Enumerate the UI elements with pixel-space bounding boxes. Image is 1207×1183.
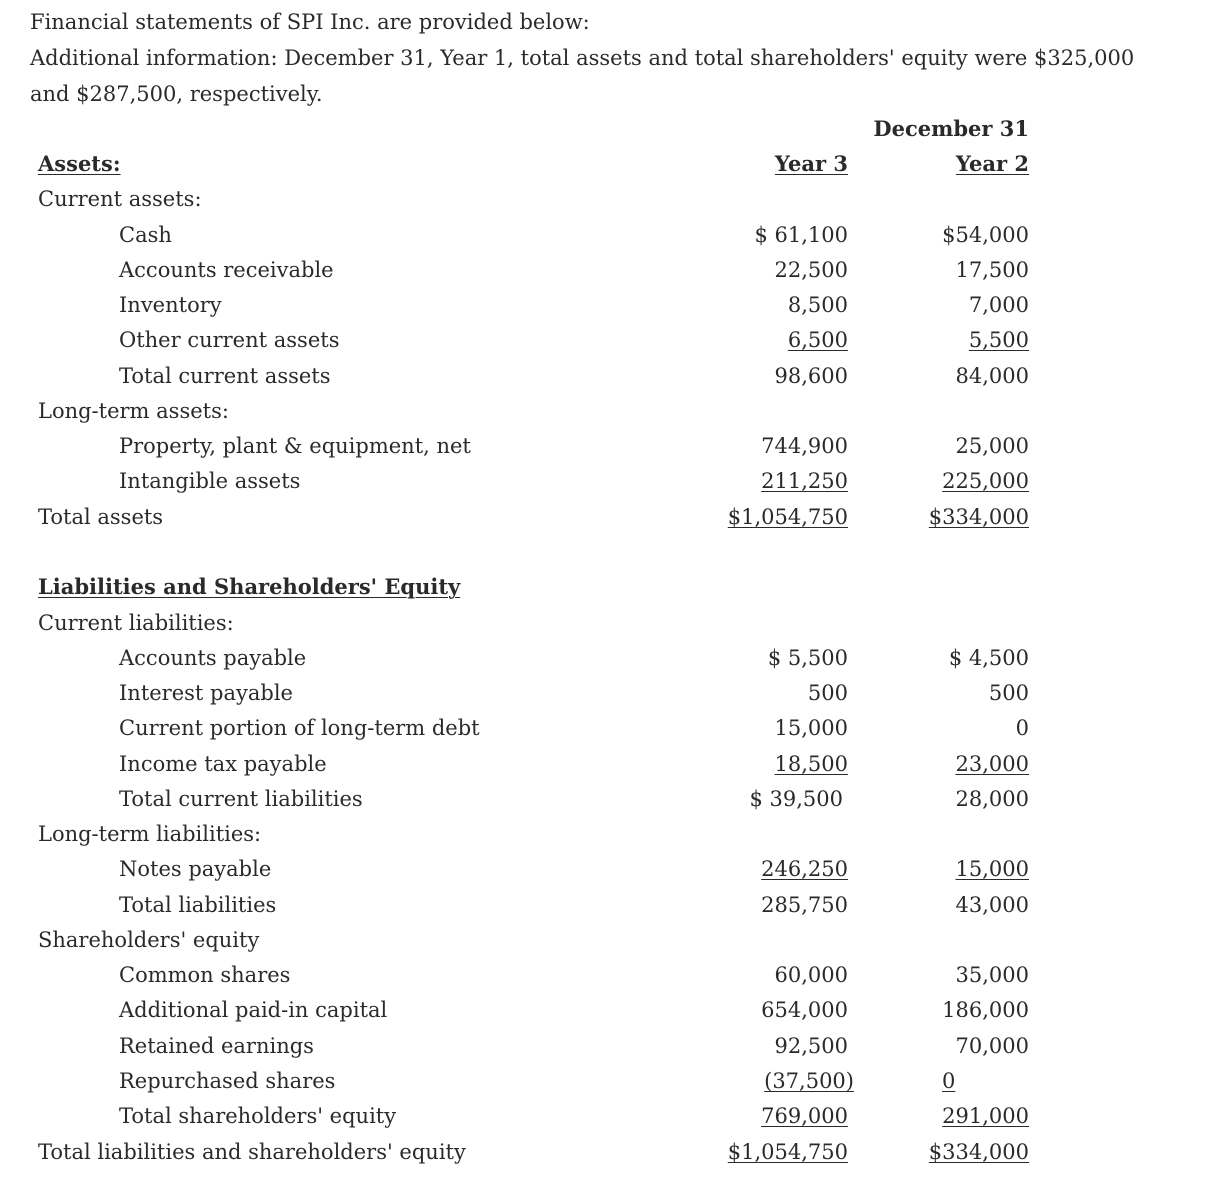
row-label: Total liabilities and shareholders' equity — [38, 1140, 466, 1164]
row-value-year2: 0 — [1015, 716, 1029, 740]
table-row — [0, 358, 1207, 394]
intro-line-2: Additional information: December 31, Year 1, total assets and total shareholders' equity were $325,000 — [30, 46, 1135, 70]
row-value-year3: 285,750 — [761, 893, 848, 917]
table-row — [0, 1063, 1207, 1099]
row-value-year2: 500 — [988, 681, 1029, 705]
row-value-year3: 769,000 — [761, 1104, 848, 1128]
longterm-liabilities-label: Long-term liabilities: — [38, 822, 262, 846]
period-header-row — [0, 111, 1207, 147]
row-label: Income tax payable — [119, 752, 327, 776]
row-value-year3: 500 — [807, 681, 848, 705]
row-value-year2: $54,000 — [942, 223, 1029, 247]
row-value-year2: 43,000 — [955, 893, 1029, 917]
row-label: Total current liabilities — [119, 787, 363, 811]
table-row — [0, 1028, 1207, 1064]
row-label: Property, plant & equipment, net — [119, 434, 471, 458]
row-label: Retained earnings — [119, 1034, 314, 1058]
row-value-year3: 60,000 — [774, 963, 848, 987]
row-value-year3: 92,500 — [774, 1034, 848, 1058]
equity-label: Shareholders' equity — [38, 928, 260, 952]
table-row — [0, 957, 1207, 993]
row-value-year3: 654,000 — [761, 998, 848, 1022]
row-value-year2: 186,000 — [942, 998, 1029, 1022]
table-row — [0, 781, 1207, 817]
row-value-year3: 98,600 — [774, 364, 848, 388]
table-row — [0, 851, 1207, 887]
table-row — [0, 640, 1207, 676]
table-row — [0, 322, 1207, 358]
table-row — [0, 428, 1207, 464]
table-row — [0, 217, 1207, 253]
row-value-year2: 70,000 — [955, 1034, 1029, 1058]
row-label: Inventory — [119, 293, 222, 317]
row-value-year2: 35,000 — [955, 963, 1029, 987]
row-value-year3: 246,250 — [761, 857, 848, 881]
row-value-year3: 744,900 — [761, 434, 848, 458]
table-row — [0, 287, 1207, 323]
liabilities-title-row — [0, 569, 1207, 605]
table-row — [0, 887, 1207, 923]
current-liabilities-label: Current liabilities: — [38, 611, 234, 635]
row-value-year2: $334,000 — [928, 505, 1029, 529]
row-value-year2: 0 — [942, 1069, 956, 1093]
row-label: Repurchased shares — [119, 1069, 336, 1093]
row-value-year2: 15,000 — [955, 857, 1029, 881]
row-value-year3: $1,054,750 — [727, 505, 848, 529]
row-value-year2: 5,500 — [968, 328, 1029, 352]
current-assets-label: Current assets: — [38, 187, 202, 211]
table-row — [0, 252, 1207, 288]
column-header-row — [0, 146, 1207, 182]
period-header: December 31 — [873, 116, 1029, 141]
row-value-year2: 17,500 — [955, 258, 1029, 282]
intro-line-3: and $287,500, respectively. — [30, 82, 323, 106]
row-value-year3: $ 5,500 — [767, 646, 848, 670]
row-label: Cash — [119, 223, 172, 247]
row-value-year3: 18,500 — [774, 752, 848, 776]
current-liabilities-label-row — [0, 605, 1207, 641]
row-label: Notes payable — [119, 857, 272, 881]
table-row — [0, 746, 1207, 782]
longterm-assets-label: Long-term assets: — [38, 399, 229, 423]
row-label: Current portion of long-term debt — [119, 716, 480, 740]
row-value-year2: 28,000 — [955, 787, 1029, 811]
row-value-year3: 8,500 — [787, 293, 848, 317]
row-label: Total current assets — [119, 364, 331, 388]
row-value-year3: (37,500) — [764, 1069, 854, 1093]
row-label: Intangible assets — [119, 469, 301, 493]
intro-line-1: Financial statements of SPI Inc. are provided below: — [30, 10, 590, 34]
row-value-year3: 22,500 — [774, 258, 848, 282]
longterm-liabilities-label-row — [0, 816, 1207, 852]
table-row — [0, 992, 1207, 1028]
row-value-year3: $ 39,500 — [749, 787, 843, 811]
row-label: Total shareholders' equity — [119, 1104, 397, 1128]
table-row — [0, 675, 1207, 711]
row-label: Total assets — [38, 505, 164, 529]
row-label: Additional paid-in capital — [119, 998, 388, 1022]
row-value-year2: 23,000 — [955, 752, 1029, 776]
row-label: Total liabilities — [119, 893, 277, 917]
row-value-year2: 291,000 — [942, 1104, 1029, 1128]
grand-total-row — [0, 1134, 1207, 1170]
liabilities-title: Liabilities and Shareholders' Equity — [38, 574, 461, 599]
row-label: Accounts receivable — [119, 258, 334, 282]
row-value-year2: 25,000 — [955, 434, 1029, 458]
table-row — [0, 710, 1207, 746]
table-row — [0, 1098, 1207, 1134]
equity-label-row — [0, 922, 1207, 958]
row-value-year3: 15,000 — [774, 716, 848, 740]
assets-title: Assets: — [38, 151, 121, 176]
row-value-year2: 84,000 — [955, 364, 1029, 388]
total-assets-row — [0, 499, 1207, 535]
row-value-year2: $ 4,500 — [948, 646, 1029, 670]
row-label: Other current assets — [119, 328, 340, 352]
intro-paragraph — [30, 4, 1190, 112]
row-value-year3: $1,054,750 — [727, 1140, 848, 1164]
row-label: Interest payable — [119, 681, 293, 705]
row-value-year2: 7,000 — [968, 293, 1029, 317]
col-year2-header: Year 2 — [955, 151, 1029, 176]
row-value-year3: 211,250 — [761, 469, 848, 493]
row-value-year2: $334,000 — [928, 1140, 1029, 1164]
row-value-year3: 6,500 — [787, 328, 848, 352]
row-value-year3: $ 61,100 — [754, 223, 848, 247]
row-value-year2: 225,000 — [942, 469, 1029, 493]
col-year3-header: Year 3 — [774, 151, 848, 176]
longterm-assets-label-row — [0, 393, 1207, 429]
current-assets-label-row — [0, 181, 1207, 217]
table-row — [0, 463, 1207, 499]
row-label: Accounts payable — [119, 646, 307, 670]
row-label: Common shares — [119, 963, 291, 987]
